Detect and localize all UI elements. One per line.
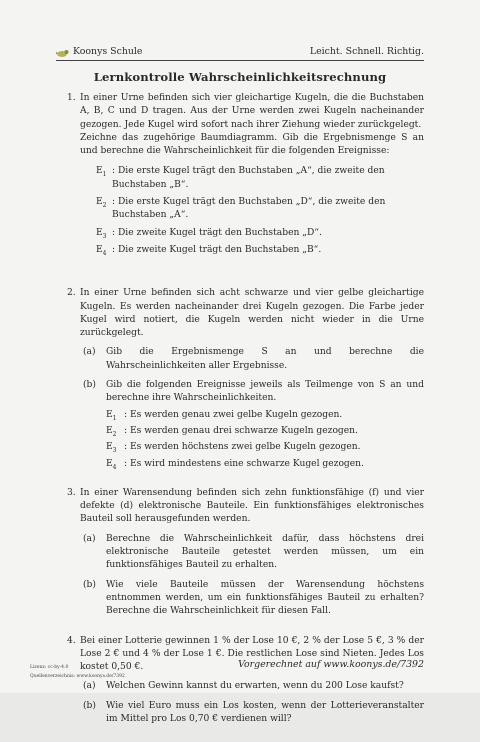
event-list <box>106 409 424 471</box>
page-title: Lernkontrolle Wahrscheinlichkeitsrechnung <box>93 70 387 84</box>
event-item: $E_3$ : Die zweite Kugel trägt den Buchstaben „D“. <box>96 227 322 240</box>
subtask-b: (b) Wie viel Euro muss ein Los kosten, wenn der Lotterieveranstalter im Mittel pro Los 0,70 € verdienen will? <box>83 700 424 724</box>
task-2 <box>58 287 424 471</box>
subtask-a: (a) Berechne die Wahrscheinlichkeit dafür, dass höchstens drei elektronische Bauteile getestet werden müssen, um ein funktionsfähiges Bauteil zu erhalten. <box>83 533 424 571</box>
task-text: In einer Urne befinden sich vier gleichartige Kugeln, die die Buchstaben A, B, C und D tragen. Aus der Urne werden zwei Kugeln nacheinander gezogen. Jede Kugel wird sofort nach ihrer Ziehung wieder zurückgelegt. <box>80 93 424 130</box>
subtask-a: (a) Welchen Gewinn kannst du erwarten, wenn du 200 Lose kaufst? <box>83 681 404 692</box>
task-instruction: Zeichne das zugehörige Baumdiagramm. Gib die Ergebnismenge S an und berechne die Wahrscheinlichkeit für die folgenden Ereignisse: <box>80 132 424 157</box>
brand-name: Koonys Schule <box>73 46 143 57</box>
event-item: $E_2$ : Es werden genau drei schwarze Kugeln gezogen. <box>106 425 358 438</box>
task-1 <box>58 92 424 257</box>
solutions-link[interactable]: Vorgerechnet auf www.koonys.de/7392 <box>238 659 424 670</box>
event-item: $E_1$ : Es werden genau zwei gelbe Kugeln gezogen. <box>106 409 343 422</box>
koonys-logo-icon <box>56 48 69 57</box>
task-text: In einer Urne befinden sich acht schwarze und vier gelbe gleichartige Kugeln. Es werden nacheinander drei Kugeln gezogen. Die Farbe jeder Kugel wird notiert, die Kugeln werden nicht wieder in die Urne zurückgelegt. <box>80 288 424 339</box>
task-number: 4. <box>67 635 76 646</box>
event-item: $E_3$ : Es werden höchstens zwei gelbe Kugeln gezogen. <box>106 442 361 455</box>
license-text: Lizenz: cc-by-4.0 <box>30 665 69 670</box>
task-number: 3. <box>67 487 76 498</box>
task-text: In einer Warensendung befinden sich zehn funktionsfähige (f) und vier defekte (d) elektronische Bauteile. Ein funktionsfähiges elektronisches Bauteil soll herausgefunden werden. <box>80 487 424 525</box>
task-list <box>58 92 424 742</box>
slogan: Leicht. Schnell. Richtig. <box>309 46 424 57</box>
event-item: $E_2$ : Die erste Kugel trägt den Buchstaben „D“, die zweite den Buchstaben „A“. <box>96 197 386 221</box>
page-header <box>56 44 424 61</box>
event-item: $E_1$ : Die erste Kugel trägt den Buchstaben „A“, die zweite den Buchstaben „B“. <box>96 166 385 190</box>
task-text: Bei einer Lotterie gewinnen 1 % der Lose 10 €, 2 % der Lose 5 €, 3 % der Lose 2 € und 4 % der Lose 1 €. Die restlichen Lose sind Nieten. Jedes Los kostet 0,50 €. <box>80 635 424 673</box>
event-item: $E_4$ : Es wird mindestens eine schwarze Kugel gezogen. <box>106 458 364 471</box>
page-footer <box>30 657 424 687</box>
subtask-b: (b) Wie viele Bauteile müssen der Warensendung höchstens entnommen werden, um ein funktionsfähiges Bauteil zu erhalten? Berechne die Wahrscheinlichkeit für diesen Fall. <box>83 579 424 617</box>
task-number: 1. <box>67 93 76 103</box>
task-3 <box>58 487 424 619</box>
license-info <box>30 663 125 681</box>
brand <box>56 44 142 60</box>
subtask-a: (a) Gib die Ergebnismenge S an und berechne die Wahrscheinlichkeiten aller Ergebnisse. <box>83 347 424 371</box>
event-item: $E_4$ : Die zweite Kugel trägt den Buchstaben „B“. <box>96 244 322 257</box>
task-number: 2. <box>67 288 76 299</box>
sources-link[interactable]: Quellenverzeichnis: www.koonys.de/7392 <box>30 674 125 679</box>
subtask-b: (b) Gib die folgenden Ereignisse jeweils als Teilmenge von S an und berechne ihre Wahrscheinlichkeiten. $E_1$ : Es werden genau zwei gelbe Kugeln gezogen. $E_2$ : Es werden genau drei schwarze Kugeln gezogen. $E_3$ : Es werden höchstens zwei gelbe Kugeln gezogen. $E_4$ : Es wird mindestens eine schwarze Kugel gezogen. <box>83 380 424 471</box>
event-list <box>80 165 424 257</box>
